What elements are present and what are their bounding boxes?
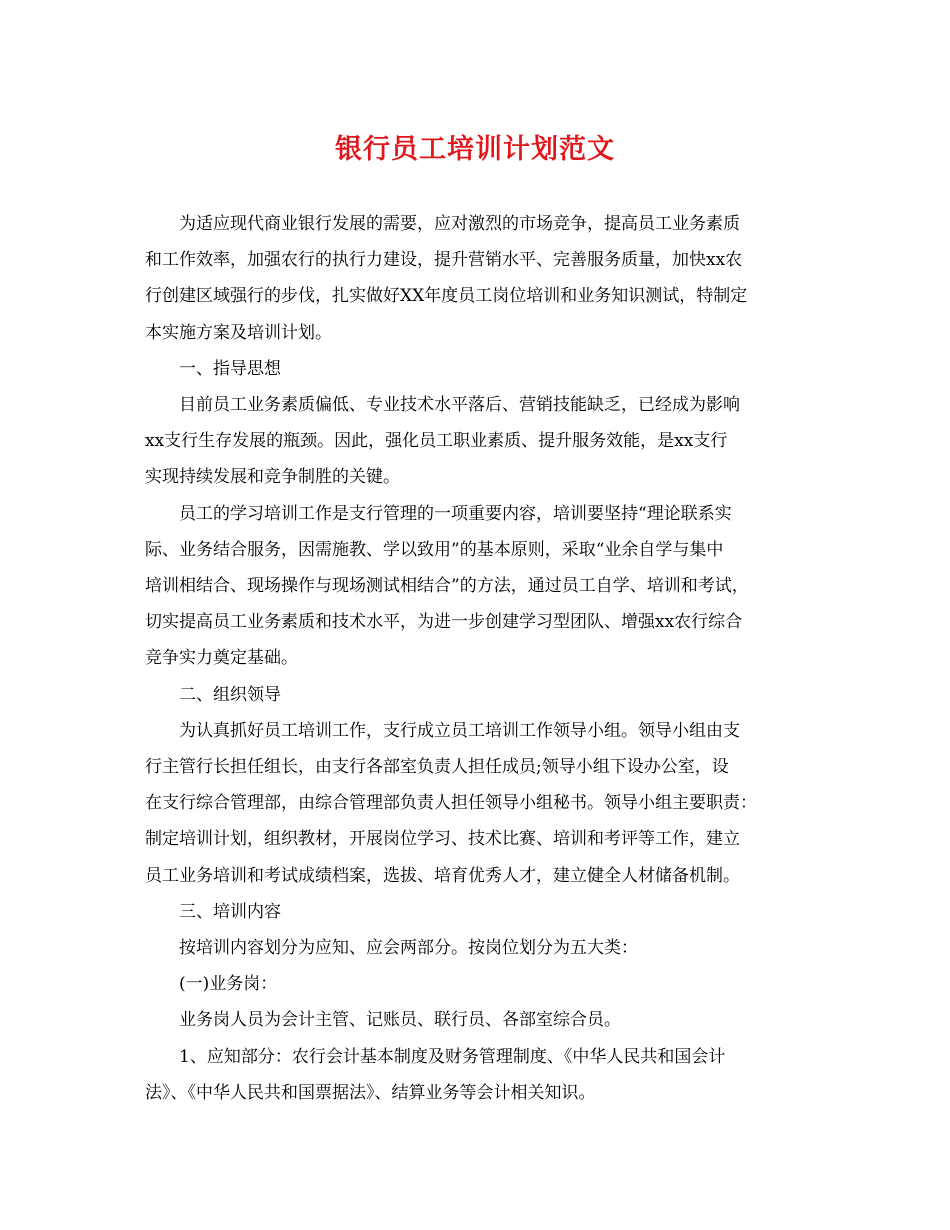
paragraph-line: 行创建区域强行的步伐，扎实做好XX年度员工岗位培训和业务知识测试，特制定 (145, 286, 748, 307)
paragraph-business-staff (145, 1002, 805, 1038)
paragraph-line: 员工的学习培训工作是支行管理的一项重要内容，培训要坚持“理论联系实 (179, 503, 732, 524)
paragraph-line: 实现持续发展和竞争制胜的关键。 (145, 467, 400, 488)
paragraph-line: 法》、《中华人民共和国票据法》、结算业务等会计相关知识。 (145, 1082, 596, 1103)
section-heading: 三、培训内容 (179, 901, 281, 922)
paragraph-line: 行主管行长担任组长，由支行各部室负责人担任成员;领导小组下设办公室，设 (145, 757, 729, 778)
paragraph-line: 本实施方案及培训计划。 (145, 322, 332, 343)
section-heading: 一、指导思想 (179, 358, 281, 379)
section-heading-training-content (145, 894, 805, 930)
document-body (145, 206, 805, 1111)
paragraph-line: 员工业务培训和考试成绩档案，选拔、培育优秀人才，建立健全人材储备机制。 (145, 865, 740, 886)
paragraph-line: 目前员工业务素质偏低、专业技术水平落后、营销技能缺乏，已经成为影响 (179, 395, 740, 416)
paragraph-line: 业务岗人员为会计主管、记账员、联行员、各部室综合员。 (179, 1010, 621, 1031)
section-heading-guiding-ideology (145, 351, 805, 387)
paragraph-line: 为认真抓好员工培训工作，支行成立员工培训工作领导小组。领导小组由支 (179, 720, 740, 741)
paragraph-knowledge-part (145, 1039, 805, 1111)
paragraph-line: 1、应知部分：农行会计基本制度及财务管理制度、《中华人民共和国会计 (179, 1046, 726, 1067)
paragraph-line: 为适应现代商业银行发展的需要，应对激烈的市场竞争，提高员工业务素质 (179, 214, 740, 234)
subsection-heading-business-post (145, 966, 805, 1002)
subsection-heading: (一)业务岗： (179, 974, 278, 995)
paragraph-training-principles (145, 496, 805, 677)
paragraph-line: 际、业务结合服务，因需施教、学以致用”的基本原则，采取“业余自学与集中 (145, 539, 724, 560)
paragraph-leadership-group (145, 713, 805, 894)
section-heading-organization (145, 677, 805, 713)
paragraph-current-situation (145, 387, 805, 496)
document-title: 银行员工培训计划范文 (335, 134, 615, 165)
paragraph-line: 按培训内容划分为应知、应会两部分。按岗位划分为五大类： (179, 938, 638, 959)
paragraph-line: 和工作效率，加强农行的执行力建设，提升营销水平、完善服务质量，加快xx农 (145, 250, 743, 271)
paragraph-content-division (145, 930, 805, 966)
paragraph-line: 制定培训计划，组织教材，开展岗位学习、技术比赛、培训和考评等工作，建立 (145, 829, 740, 850)
section-heading: 二、组织领导 (179, 684, 281, 705)
paragraph-line: xx支行生存发展的瓶颈。因此，强化员工职业素质、提升服务效能，是xx支行 (145, 431, 728, 452)
paragraph-line: 切实提高员工业务素质和技术水平，为进一步创建学习型团队、增强xx农行综合 (145, 612, 743, 633)
paragraph-line: 在支行综合管理部，由综合管理部负责人担任领导小组秘书。领导小组主要职责： (145, 793, 757, 814)
paragraph-line: 竞争实力奠定基础。 (145, 648, 298, 669)
paragraph-intro (145, 206, 805, 351)
paragraph-line: 培训相结合、现场操作与现场测试相结合”的方法，通过员工自学、培训和考试， (145, 576, 749, 597)
